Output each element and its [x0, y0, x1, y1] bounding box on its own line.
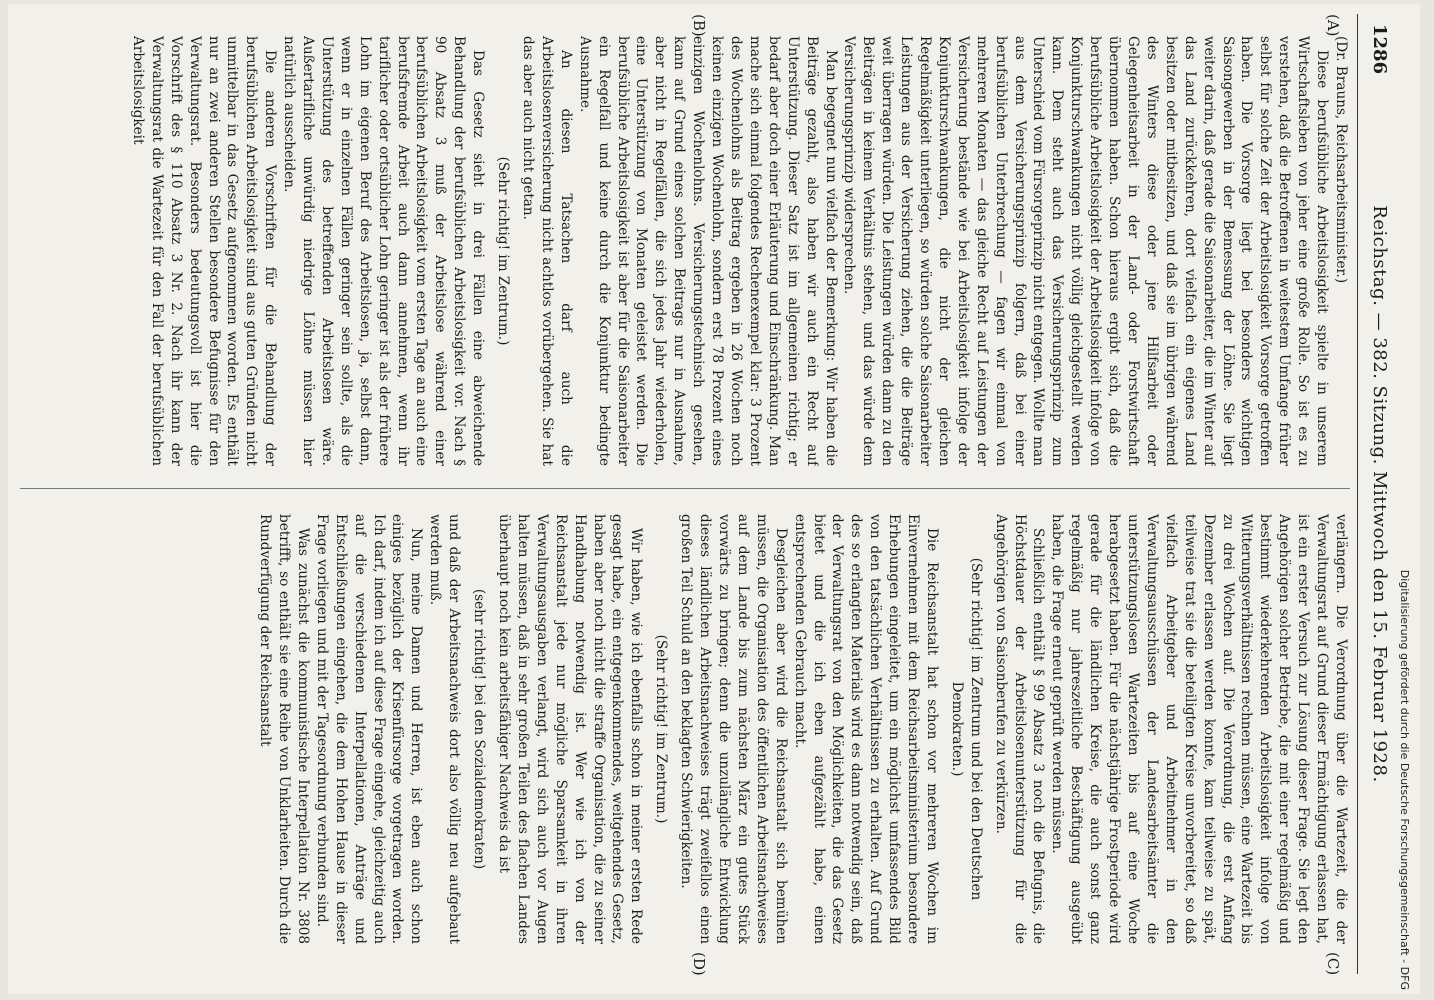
column-divider [20, 488, 1350, 489]
margin-mark-c: (C) [1324, 952, 1342, 976]
page-header [1357, 14, 1398, 974]
speaker-line: (Dr. Brauns, Reichsarbeitsminister.) [1333, 36, 1349, 284]
paragraph: Schließlich enthält § 99 Absatz 3 noch die Befugnis, die Höchstdauer der Arbeitslosenunterstützung für die Angehörigen von Saisonberufen zu verkürzen. [992, 514, 1047, 944]
paragraph: verlängern. Die Verordnung über die Wartezeit, die der Verwaltungsrat auf Grund dieser Ermächtigung erlassen hat, ist ein erster Versuch zur Lösung dieser Frage. Sie legt den Angehörigen solcher Betriebe, die mit einer regelmäßig und bestimmt wiederkehrenden Arbeitslosigkeit infolge von Witterungsverhältnissen rechnen müssen, eine Wartezeit bis zu drei Wochen auf. Die Verordnung, die erst Anfang Dezember erlassen werden konnte, kam teilweise zu spät, teilweise trat sie die beteiligten Kreise unvorbereitet, so daß vielfach Arbeitgeber und Arbeitnehmer in den Verwaltungsausschüssen der Landesarbeitsämter die unterstützungslosen Wartezeiten bis auf eine Woche herabgesetzt haben. Für die nächstjährige Frostperiode wird gerade für die ländlichen Kreise, die auch sonst ganz regelmäßig nur jahreszeitliche Beschäftigung ausgeübt haben, die Frage erneut geprüft werden müssen. [1049, 514, 1349, 944]
interjection: (Sehr richtig! im Zentrum.) [653, 634, 670, 824]
page-content-rotated [8, 14, 1398, 974]
paragraph: Das Gesetz sieht in drei Fällen eine abweichende Behandlung der berufsüblichen Arbeitslosigkeit vor. Nach § 90 Absatz 3 muß der Arbeitslose während einer berufsüblichen Arbeitslosigkeit vom ersten Tage an auch eine berufsfremde Arbeit auch dann annehmen, wenn ihr tariflicher oder ortsüblicher Lohn geringer ist als der frühere Lohn im eigenen Beruf des Arbeitslosen, ja, selbst dann, wenn er in einzelnen Fällen geringer sein sollte, als die Unterstützung des betreffenden Arbeitslosen wäre. Außertarifliche unwürdig niedrige Löhne müssen hier natürlich ausscheiden. [281, 36, 487, 466]
dfg-stamp-text: Digitalisierung gefördert durch die Deutsche Forschungsgemeinschaft - DFG [1398, 569, 1411, 990]
margin-mark-d: (D) [690, 952, 708, 976]
left-column [20, 36, 1350, 466]
dfg-funding-stamp [1396, 10, 1412, 990]
header-title: Reichstag. — 382. Sitzung. Mittwoch den 15. Februar 1928. [1369, 205, 1390, 783]
interjection: (Sehr richtig! im Zentrum.) [495, 156, 512, 346]
right-column [20, 514, 1350, 944]
interjection: (sehr richtig! bei den Sozialdemokraten) [471, 588, 488, 870]
paragraph: Was zunächst die kommunistische Interpellation Nr. 3808 betrifft, so enthält sie eine Reihe von Unklarheiten. Durch die Rundverfügung der Reichsanstalt [257, 514, 311, 944]
paragraph: Diese berufsübliche Arbeitslosigkeit spielte in unserem Wirtschaftsleben von jeher eine große Rolle. So ist es zu verstehen, daß die Betroffenen in weitestem Umfange früher selbst für solche Zeit der Arbeitslosigkeit Vorsorge getroffen haben. Die Vorsorge liegt bei besonders wichtigen Saisongewerben in der Bemessung der Löhne. Sie liegt weiter darin, daß gerade die Saisonarbeiter, die im Winter auf das Land zurückkehren, dort vielfach ein eigenes Land besitzen oder mitbesitzen, und daß sie im übrigen während des Winters diese oder jene Hilfsarbeit oder Gelegenheitsarbeit in der Land- oder Forstwirtschaft übernommen haben. Schon hieraus ergibt sich, daß die berufsübliche Arbeitslosigkeit der Arbeitslosigkeit infolge von Konjunkturschwankungen nicht völlig gleichgestellt werden kann. Dem steht auch das Versicherungsprinzip zum Unterschied vom Fürsorgeprinzip nicht entgegen. Wollte man aus dem Versicherungsprinzip folgern, daß bei einer berufsüblichen Unterbrechung — fagen wir einmal von mehreren Monaten — das gleiche Recht auf Leistungen der Versicherung bestände wie bei Arbeitslosigkeit infolge der Konjunkturschwankungen, die nicht der gleichen Regelmäßigkeit unterliegen, so würden solche Saisonarbeiter Leistungen aus der Versicherung ziehen, die die Beiträge weit überragen würden. Die Leistungen würden dann zu den Beiträgen in keinem Verhältnis stehen, und das würde dem Versicherungsprinzip widersprechen. [841, 36, 1331, 466]
paragraph: An diesen Tatsachen darf auch die Arbeitslosenversicherung nicht achtlos vorübergehen. Sie hat das aber auch nicht getan. [520, 36, 574, 466]
paragraph: Man begegnet nun vielfach der Bemerkung: Wir haben die Beiträge gezahlt, also haben wir auch ein Recht auf Unterstützung. Dieser Satz ist im allgemeinen richtig; er bedarf aber doch einer Erläuterung und Einschränkung. Man mache sich einmal folgendes Rechenexempel klar: 3 Prozent des Wochenlohns als Beitrag ergeben in 26 Wochen noch keinen einzigen Wochenlohn, sondern erst 78 Prozent eines einzigen Wochenlohns. Versicherungstechnisch gesehen, kann auf Grund eines solchen Beitrags nur in Ausnahme, aber nicht in Regelfällen, die sich jedes Jahr wiederholen, eine Unterstützung von Monaten geleistet werden. Die berufsübliche Arbeitslosigkeit ist aber für die Saisonarbeiter ein Regelfall und keine durch die Konjunktur bedingte Ausnahme. [576, 36, 839, 466]
scanned-page [8, 4, 1420, 994]
margin-mark-a: (A) [1324, 14, 1342, 37]
margin-mark-b: (B) [690, 14, 708, 37]
page-number: 1286 [1369, 24, 1390, 75]
paragraph: Nun, meine Damen und Herren, ist eben auch schon einiges bezüglich der Krisenfürsorge vorgetragen worden. Ich darf, indem ich auf diese Frage eingehe, gleichzeitig auch auf die verschiedenen Interpellationen, Anträge und Entschließungen eingehen, die dem Hohen Hause in dieser Frage vorliegen und mit der Tagesordnung verbunden sind. [313, 514, 425, 944]
interjection: (Sehr richtig! im Zentrum und bei den Deutschen Demokraten.) [948, 557, 984, 901]
paragraph: Wir haben, wie ich ebenfalls schon in meiner ersten Rede gesagt habe, ein entgegenkommendes, weitgehendes Gesetz, haben aber noch nicht die straffe Organisation, die zu seiner Handhabung notwendig ist. Wer wie ich von der Reichsanstalt jede nur mögliche Sparsamkeit in ihren Verwaltungsausgaben verlangt, wird sich auch vor Augen halten müssen, daß in sehr großen Teilen des flachen Landes überhaupt noch kein arbeitsfähiger Nachweis da ist [496, 514, 645, 944]
paragraph: Desgleichen aber wird die Reichsanstalt sich bemühen müssen, die Organisation des öffentlichen Arbeitsnachweises auf dem Lande bis zum nächsten März ein gutes Stück vorwärts zu bringen; denn die unzulängliche Entwicklung dieses ländlichen Arbeitsnachweises trägt zweifellos einen großen Teil Schuld an den beklagten Schwierigkeiten. [678, 514, 789, 944]
paragraph: Die anderen Vorschriften für die Behandlung der berufsüblichen Arbeitslosigkeit sind aus guten Gründen nicht unmittelbar in das Gesetz aufgenommen worden. Es enthält nur an zwei anderen Stellen besondere Befugnisse für den Verwaltungsrat. Besonders bedeutungsvoll ist hier die Vorschrift des § 110 Absatz 3 Nr. 2. Nach ihr kann der Verwaltungsrat die Wartezeit für den Fall der berufsüblichen Arbeitslosigkeit [129, 36, 279, 466]
paragraph: und daß der Arbeitsnachweis dort also völlig neu aufgebaut werden muß. [427, 514, 463, 944]
paragraph: Die Reichsanstalt hat schon vor mehreren Wochen im Einvernehmen mit dem Reichsarbeitsministerium besondere Erhebungen eingeleitet, um ein möglichst umfassendes Bild von den tatsächlichen Verhältnissen zu erhalten. Auf Grund des so erlangten Materials wird es dann notwendig sein, daß der Verwaltungsrat von den Möglichkeiten, die das Gesetz bietet und die ich eben aufgezählt habe, einen entsprechenden Gebrauch macht. [791, 514, 940, 944]
